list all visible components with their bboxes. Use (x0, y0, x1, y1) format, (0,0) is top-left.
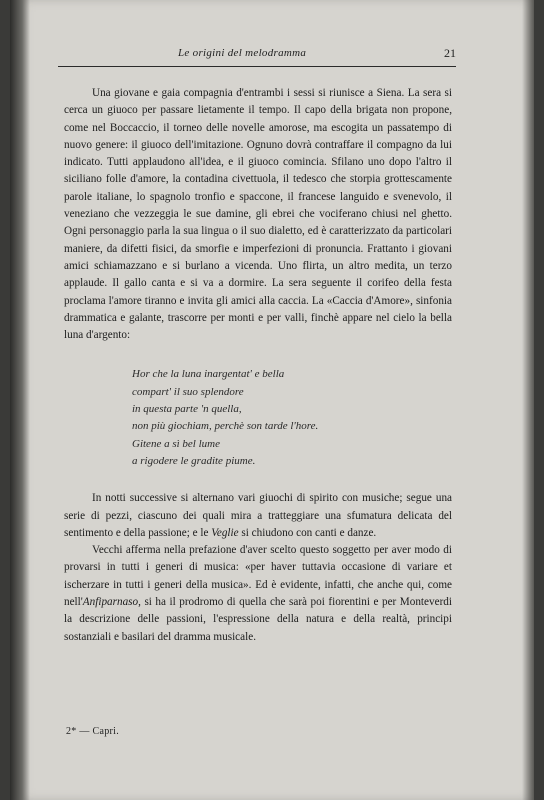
paragraph-3-text-b: , si ha il prodromo di quella che sarà poi fiorentini e per Monteverdi la descrizione delle passioni, l'espressione della natura e della realtà, principi sostanziali e basilari del dramma musicale. (64, 596, 452, 643)
main-text (64, 85, 452, 646)
paragraph-3 (64, 542, 452, 646)
page-number: 21 (444, 46, 456, 60)
paragraph-1: Una giovane e gaia compagnia d'entrambi i sessi si riunisce a Siena. La sera si cerca un giuoco per passare lietamente il tempo. Il capo della brigata non propone, come nel Boccaccio, il torneo delle novelle amorose, ma escogita un passatempo di nuovo genere: il giuoco dell'imitazione. Ognuno dovrà contraffare il compagno da lui indicato. Tutti applaudono all'idea, e il giuoco comincia. Sfilano uno dopo l'altro il siciliano folle d'amore, la contadina civettuola, il tedesco che storpia grottescamente parole italiane, lo spagnolo tronfio e spaccone, il francese languido e svenevolo, il veneziano che vezzeggia le sue damine, gli ebrei che vociferano chiusi nel ghetto. Ogni personaggio parla la sua lingua o il suo dialetto, ed è caratterizzato da particolari maniere, da difetti fisici, da smorfie e imperfezioni di pronuncia. Frattanto i giovani amici schiamazzano e si burlano a vicenda. Uno flirta, un altro medita, un terzo applaude. Il gallo canta e si va a dormire. La sera seguente il corifeo della festa proclama l'amore tiranno e invita gli amici alla caccia. La «Caccia d'Amore», sinfonia drammatica e galante, trascorre per monti e per valli, finchè appare nel cielo la bella luna d'argento: (64, 87, 452, 342)
verse-line: a rigodere le gradite piume. (132, 454, 256, 467)
verse-line: Gitene a sì bel lume (132, 437, 220, 450)
edge-shadow (522, 0, 534, 800)
verse-line: Hor che la luna inargentat' e bella (132, 368, 285, 381)
signature-mark: 2* — Capri. (66, 726, 120, 737)
paragraph-3-text-a: Vecchi afferma nella prefazione d'aver scelto questo soggetto per aver modo di provarsi in tutti i generi di musica: «per haver tuttavia occasione di variare et ischerzare in tutti i generi della musica». Ed è evidente, infatti, che anche qui, come nell' (64, 544, 452, 609)
running-title: Le origini del melodramma (178, 47, 307, 59)
paragraph-2-italic-title: Veglie (211, 526, 239, 539)
paragraph-3-italic-title: Anfiparnaso (82, 596, 139, 609)
verse-line: non più giochiam, perchè son tarde l'hore. (132, 420, 319, 433)
paragraph-2-text-a: In notti successive si alternano vari giuochi di spirito con musiche; segue una serie di pezzi, ciascuno dei quali mira a tratteggiare una sfumatura delicata del sentimento e della passione; e le (64, 492, 452, 539)
paragraph-2 (64, 490, 452, 542)
verse-quotation (132, 366, 452, 470)
paragraph-2-text-b: si chiudono con canti e danze. (238, 526, 377, 539)
verse-line: in questa parte 'n quella, (132, 403, 242, 416)
binding-shadow (10, 0, 30, 800)
running-header (58, 44, 456, 67)
verse-line: compart' il suo splendore (132, 385, 244, 398)
book-page (10, 0, 534, 800)
